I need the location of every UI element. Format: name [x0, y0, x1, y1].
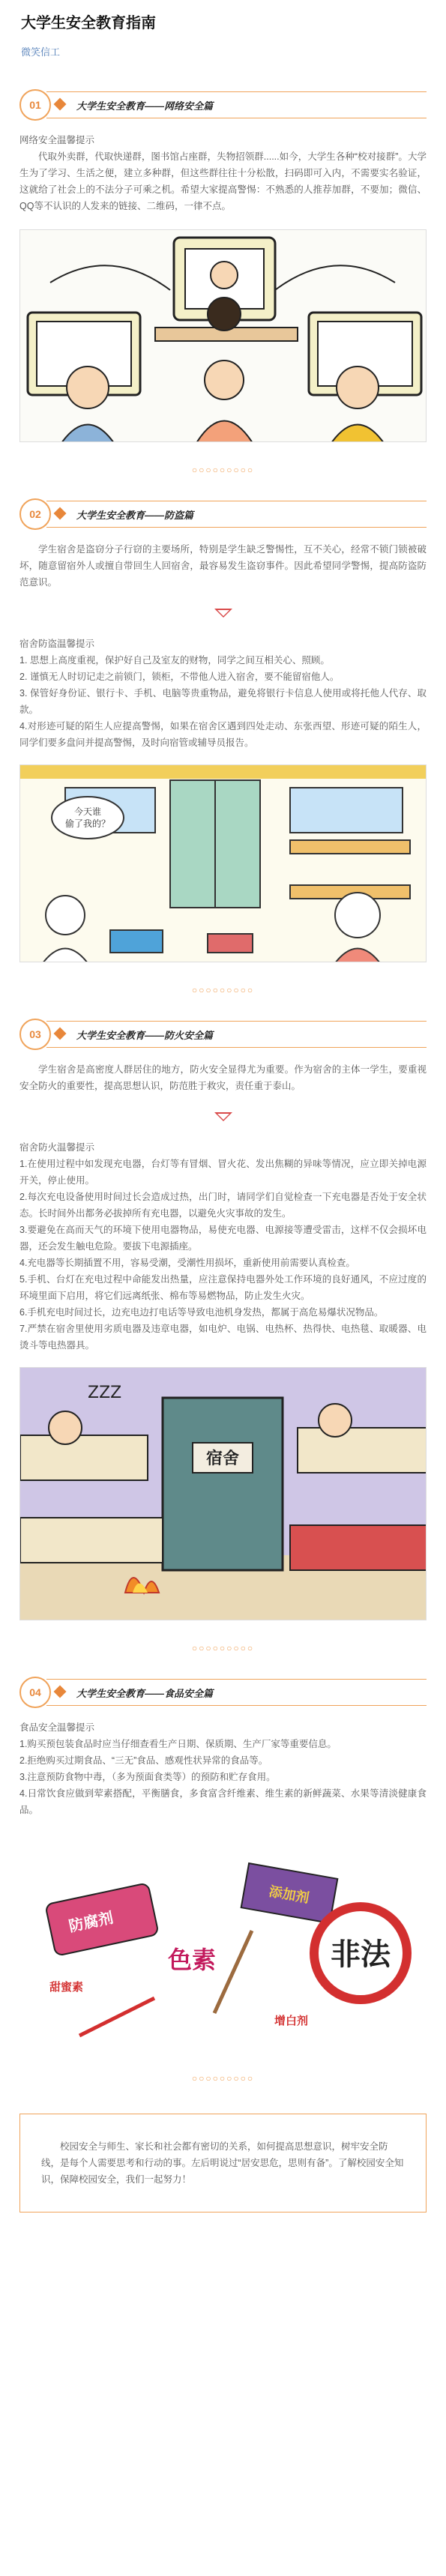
section-text	[19, 541, 427, 591]
dorm-sign: 宿舍	[205, 1450, 240, 1468]
tips-title: 宿舍防盗温馨提示	[19, 639, 95, 649]
section-heading-bar	[46, 1679, 427, 1706]
illustration-network	[19, 229, 427, 442]
divider-dots: ○○○○○○○○○	[191, 985, 255, 995]
section-fire	[19, 1018, 427, 1653]
tip-item: 4.对形迹可疑的陌生人应提高警惕，如果在宿舍区遇到四处走动、东张西望、形迹可疑的陌生人，同学们要多盘问并提高警惕，及时向宿管或辅导员报告。	[19, 721, 427, 748]
article-header	[0, 0, 446, 58]
label-additive: 添加剂	[268, 1883, 310, 1907]
speech-bubble-text-1: 今天谁	[73, 806, 102, 817]
section-heading: 大学生安全教育——网络安全篇	[76, 100, 214, 112]
triangle-marker	[214, 609, 232, 618]
tip-item: 1.在使用过程中如发现充电器，台灯等有冒烟、冒火花、发出焦糊的异味等情况，应立即关掉电源开关，停止使用。	[19, 1159, 427, 1186]
section-header	[19, 498, 427, 531]
section-heading-bar	[46, 501, 427, 528]
section-text	[19, 132, 427, 214]
food-cartoon	[19, 1841, 427, 2051]
section-heading: 大学生安全教育——防盗篇	[76, 509, 194, 521]
closing-paragraph: 校园安全与师生、家长和社会都有密切的关系，如何提高思想意识，树牢安全防线，是每个人需要思考和行动的事。左后明说过“居安思危，思则有备”。了解校园安全知识，保障校园安全，我们一起努力！	[41, 2141, 404, 2185]
section-heading-bar	[46, 91, 427, 118]
tips-title: 食品安全温馨提示	[19, 1722, 95, 1733]
section-number: 02	[19, 498, 51, 530]
divider-dots: ○○○○○○○○○	[191, 2073, 255, 2084]
section-number: 01	[19, 89, 51, 121]
section-number: 03	[19, 1019, 51, 1050]
section-food	[19, 1676, 427, 2084]
illustration-fire	[19, 1367, 427, 1620]
section-header	[19, 88, 427, 121]
label-sweetener: 甜蜜素	[49, 1980, 84, 1994]
tip-item: 2. 谨慎无人时切记走之前锁门，锁柜，不带他人进入宿舍，要不能留宿他人。	[19, 672, 340, 682]
illustration-food	[19, 1841, 427, 2051]
fire-cartoon	[20, 1368, 427, 1620]
section-theft	[19, 498, 427, 995]
body-paragraph: 代取外卖群，代取快递群，图书馆占座群，失物招领群......如今，大学生各种“校对接群”。大学生为了学习、生活之便，建立多种群，但这些群往往十分松散，扫码即可入内，不需要实名验证，这就给了社会上的不法分子可乘之机。希望大家提高警惕：不熟悉的人推荐加群，不要加；微信、QQ等不认识的人发来的链接、二维码，一律不点。	[19, 151, 427, 211]
tip-item: 3. 保管好身份证、银行卡、手机、电脑等贵重物品，避免将银行卡信息人使用或将托他人代存、取款。	[19, 688, 427, 715]
label-brightener: 增白剂	[274, 2014, 309, 2027]
article-title: 大学生安全教育指南	[21, 15, 156, 31]
label-coloring: 色素	[167, 1946, 217, 1974]
section-number: 04	[19, 1677, 51, 1708]
tips-block	[19, 1139, 427, 1354]
zzz-text: ZZZ	[88, 1384, 122, 1402]
network-cartoon	[20, 230, 427, 442]
tip-item: 7.严禁在宿舍里使用劣质电器及违章电器，如电炉、电锅、电热杯、热得快、电热毯、取暖器、电烫斗等电热器具。	[19, 1324, 427, 1351]
tip-item: 4.日常饮食应做到荤素搭配，平衡膳食，多食富含纤维素、维生素的新鲜蔬菜、水果等清淡健康食品。	[19, 1788, 427, 1815]
body-paragraph: 学生宿舍是盗窃分子行窃的主要场所，特别是学生缺乏警惕性，互不关心，经常不锁门锁被破坏，随意留宿外人或擅自带回生人回宿舍，最容易发生盗窃事件。因此希望同学警惕，提高防盗防范意识。	[19, 544, 427, 588]
bottom-spacer	[0, 2227, 446, 2242]
triangle-marker	[214, 1112, 232, 1121]
tip-item: 2.拒绝购买过期食品、“三无”食品、感观性状异常的食品等。	[19, 1755, 268, 1766]
tip-item: 4.充电器等长期插置不用，容易受潮，受潮性用损坏，重新使用前需要认真检查。	[19, 1258, 355, 1268]
tip-item: 5.手机、台灯在充电过程中命能发出热量，应注意保持电器外处工作环境的良好通风，不应过度的环境里面下启用，将它们远离纸张、棉布等易燃物品，防止发生火灾。	[19, 1274, 427, 1301]
tip-item: 6.手机充电时间过长，边充电边打电话等导致电池机身发热，都属于高危易爆状况物品。	[19, 1307, 384, 1318]
tip-item: 1. 思想上高度重视，保护好自己及室友的财物，同学之间互相关心、照顾。	[19, 655, 330, 666]
section-header	[19, 1018, 427, 1051]
divider-dots: ○○○○○○○○○	[191, 1643, 255, 1653]
tip-item: 2.每次充电设备使用时间过长会造成过热，出门时，请同学们自觉检查一下充电器是否处于安全状态。长时间外出都务必拔掉所有充电器，以避免火灾事故的发生。	[19, 1192, 427, 1219]
illustration-theft	[19, 764, 427, 962]
divider-dots: ○○○○○○○○○	[191, 465, 255, 475]
closing-box	[19, 2114, 427, 2212]
section-heading: 大学生安全教育——防火安全篇	[76, 1029, 214, 1041]
tips-block	[19, 636, 427, 751]
dorm-cartoon	[20, 765, 427, 962]
tips-title: 宿舍防火温馨提示	[19, 1142, 95, 1153]
tips-title: 网络安全温馨提示	[19, 135, 95, 145]
body-paragraph: 学生宿舍是高密度人群居住的地方，防火安全显得尤为重要。作为宿舍的主体一学生，要重视安全防火的重要性，提高思想认识，防范胜于救灾，责任重于泰山。	[19, 1064, 427, 1091]
tip-item: 3.要避免在高而天气的环境下使用电器物品，易使充电器、电源接等遭受雷击，这样不仅会损坏电器，还会发生触电危险。要拔下电源插座。	[19, 1225, 427, 1252]
section-header	[19, 1676, 427, 1709]
section-network	[19, 88, 427, 475]
tips-block	[19, 1719, 427, 1818]
label-illegal: 非法	[331, 1937, 391, 1972]
section-heading-bar	[46, 1021, 427, 1048]
speech-bubble-text-2: 偷了我的？	[64, 818, 111, 829]
tip-item: 1.购买预包装食品时应当仔细查看生产日期、保质期、生产厂家等重要信息。	[19, 1739, 337, 1749]
source-link[interactable]: 微笑信工	[21, 46, 61, 58]
section-heading: 大学生安全教育——食品安全篇	[76, 1687, 214, 1699]
tip-item: 3.注意预防食物中毒，（多为预面食类等）的预防和贮存食用。	[19, 1772, 276, 1782]
label-preservative: 防腐剂	[67, 1908, 115, 1936]
section-text	[19, 1061, 427, 1094]
